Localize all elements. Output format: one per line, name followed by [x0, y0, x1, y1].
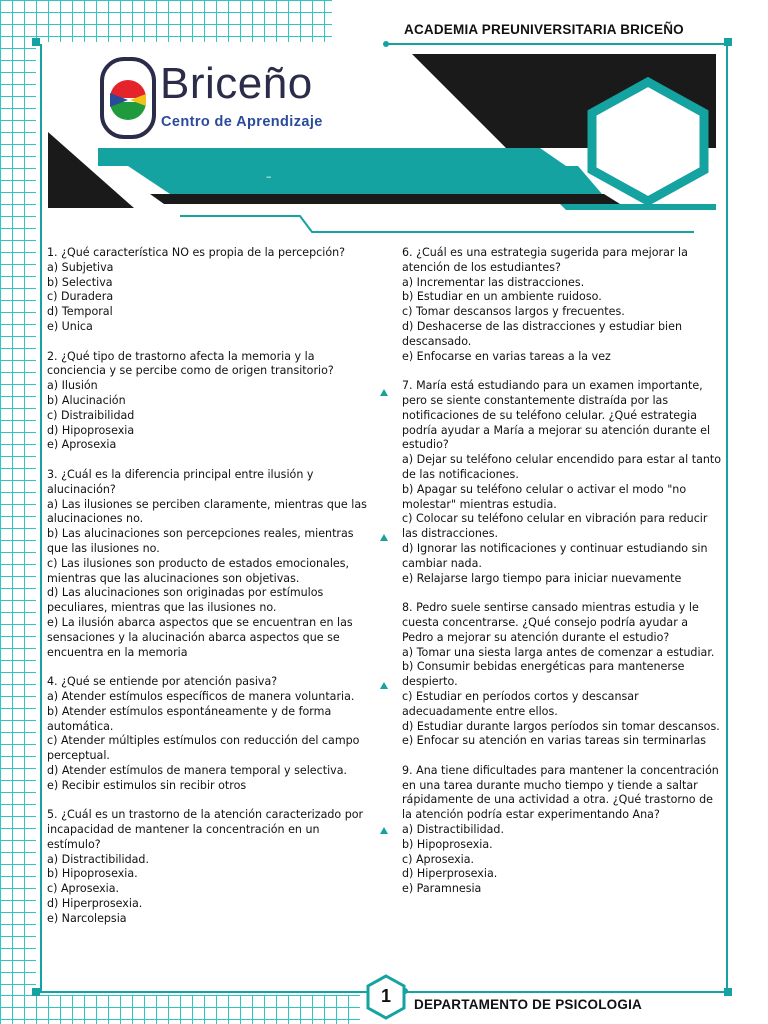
- answer-option: a) Distractibilidad.: [402, 823, 504, 837]
- hexagon-shape: [592, 82, 704, 201]
- banner-teal-stripe-lower: [560, 204, 716, 210]
- question-text: 2. ¿Qué tipo de trastorno afecta la memoria y la conciencia y se percibe como de origen transitorio?: [47, 349, 334, 378]
- question-block: [47, 350, 369, 454]
- answer-option: e) Enfocar su atención en varias tareas sin terminarlas: [402, 734, 707, 748]
- frame-corner-bottom-right: [724, 988, 732, 996]
- question-text: 5. ¿Cuál es un trastorno de la atención caracterizado por incapacidad de mantener la concentración en un estímulo?: [47, 808, 364, 851]
- banner-dash: –: [266, 170, 272, 183]
- question-text: 3. ¿Cuál es la diferencia principal entre ilusión y alucinación?: [47, 467, 314, 496]
- answer-option: d) Temporal: [47, 305, 113, 319]
- answer-option: b) Consumir bebidas energéticas para mantenerse despierto.: [402, 660, 685, 689]
- marker-triangle: [380, 827, 388, 834]
- answer-option: c) Distraibilidad: [47, 408, 135, 422]
- answer-option: a) Distractibilidad.: [47, 852, 149, 866]
- answer-option: b) Apagar su teléfono celular o activar el modo "no molestar" mientras estudia.: [402, 482, 687, 511]
- question-block: [402, 379, 722, 586]
- answer-option: d) Ignorar las notificaciones y continuar estudiando sin cambiar nada.: [402, 541, 708, 570]
- answer-option: c) Estudiar en períodos cortos y descansar adecuadamente entre ellos.: [402, 689, 639, 718]
- brand-tagline: Centro de Aprendizaje: [161, 114, 323, 130]
- answer-option: d) Deshacerse de las distracciones y estudiar bien descansado.: [402, 319, 682, 348]
- answer-option: c) Tomar descansos largos y frecuentes.: [402, 305, 625, 319]
- banner-thin-line: [180, 216, 694, 232]
- footer-rule-right: [404, 991, 728, 993]
- answer-option: a) Dejar su teléfono celular encendido para estar al tanto de las notificaciones.: [402, 453, 722, 481]
- answer-option: c) Colocar su teléfono celular en vibración para reducir las distracciones.: [402, 512, 708, 541]
- footer-rule-left: [40, 991, 370, 993]
- brand-logo: [102, 59, 154, 137]
- answer-option: d) Hipoprosexia: [47, 423, 135, 437]
- answer-option: e) Paramnesia: [402, 882, 482, 896]
- answer-option: b) Hipoprosexia.: [402, 837, 493, 851]
- answer-option: a) Ilusión: [47, 379, 98, 393]
- question-text: 1. ¿Qué característica NO es propia de la percepción?: [47, 246, 346, 259]
- answer-option: b) Las alucinaciones son percepciones reales, mientras que las ilusiones no.: [47, 527, 354, 555]
- answer-option: b) Estudiar en un ambiente ruidoso.: [402, 290, 602, 304]
- question-block: [47, 246, 369, 335]
- question-block: [402, 764, 722, 897]
- answer-option: b) Hipoprosexia.: [47, 867, 138, 881]
- answer-option: e) Narcolepsia: [47, 911, 127, 925]
- banner-dark-stripe: [150, 194, 620, 204]
- answer-option: c) Atender múltiples estímulos con reducción del campo perceptual.: [47, 734, 360, 763]
- question-block: [47, 808, 369, 926]
- grid-background-bottom: [0, 995, 360, 1024]
- answer-option: d) Hiperprosexia.: [47, 897, 143, 911]
- question-text: 9. Ana tiene dificultades para mantener la concentración en una tarea durante mucho tiempo y tiende a saltar rápidamente de una actividad a otra. ¿Qué trastorno de la atención podría estar experimentando Ana?: [402, 763, 719, 822]
- answer-option: c) Aprosexia.: [47, 882, 120, 896]
- answer-option: b) Selectiva: [47, 275, 113, 289]
- question-text: 6. ¿Cuál es una estrategia sugerida para mejorar la atención de los estudiantes?: [402, 246, 688, 274]
- answer-option: d) Estudiar durante largos períodos sin tomar descansos.: [402, 719, 720, 733]
- answer-option: d) Atender estímulos de manera temporal y selectiva.: [47, 763, 348, 777]
- question-block: [47, 468, 369, 660]
- department-title: DEPARTAMENTO DE PSICOLOGIA: [414, 997, 642, 1012]
- frame-corner-bottom-left: [32, 988, 40, 996]
- answer-option: c) Las ilusiones son producto de estados emocionales, mientras que las alucinaciones son objetivas.: [47, 556, 350, 585]
- answer-option: a) Incrementar las distracciones.: [402, 275, 585, 289]
- answer-option: e) Enfocarse en varias tareas a la vez: [402, 349, 611, 363]
- answer-option: e) Aprosexia: [47, 438, 117, 452]
- answer-option: c) Aprosexia.: [402, 852, 475, 866]
- answer-option: c) Duradera: [47, 290, 114, 304]
- page-number: 1: [380, 986, 391, 1006]
- questions-column-left: [47, 246, 369, 941]
- answer-option: a) Subjetiva: [47, 260, 114, 274]
- answer-option: a) Atender estímulos específicos de manera voluntaria.: [47, 689, 355, 703]
- answer-option: d) Hiperprosexia.: [402, 867, 498, 881]
- answer-option: e) Relajarse largo tiempo para iniciar nuevamente: [402, 571, 682, 585]
- header-banner: [0, 0, 768, 250]
- question-block: [402, 246, 722, 364]
- marker-triangle: [380, 682, 388, 689]
- answer-option: b) Atender estímulos espontáneamente y de forma automática.: [47, 704, 332, 733]
- marker-triangle: [380, 389, 388, 396]
- question-text: 4. ¿Qué se entiende por atención pasiva?: [47, 675, 278, 689]
- answer-option: e) La ilusión abarca aspectos que se encuentran en las sensaciones y la alucinación abarca aspectos que se encuentra en la memoria: [47, 615, 353, 659]
- academy-title: ACADEMIA PREUNIVERSITARIA BRICEÑO: [404, 22, 684, 37]
- question-block: [47, 675, 369, 793]
- question-text: 7. María está estudiando para un examen importante, pero se siente constantemente distraída por las notificaciones de su teléfono celular. ¿Qué estrategia podría ayudar a María a mejorar su atención durante el estudio?: [402, 379, 711, 452]
- banner-teal-stripe-top: [98, 148, 566, 166]
- answer-option: b) Alucinación: [47, 393, 126, 407]
- brand-name: Briceño: [160, 59, 313, 108]
- questions-column-right: [402, 246, 722, 912]
- banner-dark-triangle: [48, 132, 134, 208]
- banner-teal-stripe-middle: [128, 166, 602, 194]
- marker-triangle: [380, 534, 388, 541]
- answer-option: a) Tomar una siesta larga antes de comenzar a estudiar.: [402, 645, 715, 659]
- question-text: 8. Pedro suele sentirse cansado mientras estudia y le cuesta concentrarse. ¿Qué consejo podría ayudar a Pedro a mejorar su atención durante el estudio?: [402, 601, 699, 644]
- question-block: [402, 601, 722, 749]
- answer-option: e) Recibir estimulos sin recibir otros: [47, 778, 247, 792]
- answer-option: e) Unica: [47, 319, 93, 333]
- answer-option: a) Las ilusiones se perciben claramente, mientras que las alucinaciones no.: [47, 497, 367, 526]
- answer-option: d) Las alucinaciones son originadas por estímulos peculiares, mientras que las ilusiones no.: [47, 586, 324, 615]
